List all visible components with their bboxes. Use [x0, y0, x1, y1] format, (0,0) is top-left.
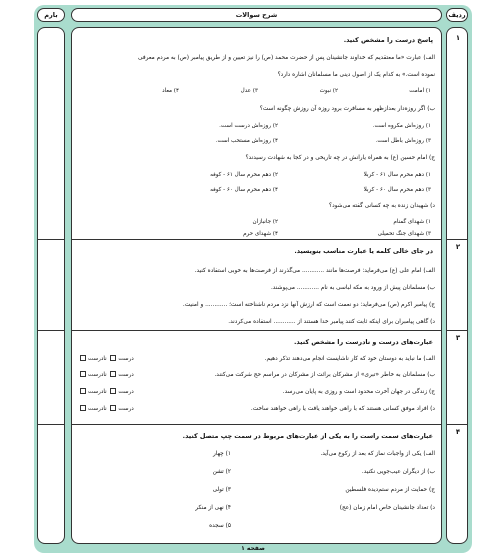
q1-a-opt2: ۲) نبوت [319, 88, 338, 94]
q1-b-opt3: ۳) روزه‌اش باطل است. [375, 138, 431, 144]
q4-left-2: ۲) تشن [212, 469, 231, 475]
header-barem: بارم [37, 8, 65, 22]
false-checkbox[interactable] [80, 388, 86, 394]
q4-number: ۴ [455, 428, 461, 436]
false-label: نادرست [88, 406, 107, 412]
q4-left-4: ۴) نهی از منکر [195, 505, 231, 511]
q3-choice-a [78, 355, 134, 363]
q1-title: پاسخ درست را مشخص کنید. [343, 36, 433, 44]
q1-c-opt1: ۱) دهم محرم سال ۶۱ - کربلا [363, 172, 431, 178]
q2-number: ۲ [455, 243, 461, 251]
false-checkbox[interactable] [80, 355, 86, 361]
q4-left-3: ۳) تولی [212, 487, 231, 493]
q4-right-c: ج) حمایت از مردم ستم‌دیده فلسطین [345, 487, 435, 493]
false-label: نادرست [88, 372, 107, 378]
q3-item-a: الف) ما نباید به دوستان خود که کار ناشایست انجام می‌دهند تذکر دهیم. [264, 356, 435, 362]
q4-title: عبارت‌های سمت راست را به یکی از عبارت‌های مربوط در سمت چپ متصل کنید. [182, 432, 433, 440]
q1-c-opt4: ۴) دهم محرم سال ۶۰ - کوفه [210, 187, 278, 193]
true-label: درست [118, 356, 134, 362]
q4-right-b: ب) از دیگران عیب‌جویی نکنید. [361, 469, 435, 475]
true-label: درست [118, 389, 134, 395]
true-label: درست [118, 406, 134, 412]
true-checkbox[interactable] [110, 355, 116, 361]
true-checkbox[interactable] [110, 405, 116, 411]
q2-line-c: ج) پیامبر اکرم (ص) می‌فرماید: دو نعمت است که ارزش آنها نزد مردم ناشناخته است؛ ............ و امنیت. [182, 302, 435, 308]
exam-page [34, 5, 472, 553]
false-label: نادرست [88, 356, 107, 362]
q1-b-opt4: ۴) روزه‌اش مستحب است. [215, 138, 278, 144]
q1-b-opt1: ۱) روزه‌اش مکروه است. [372, 123, 431, 129]
q3-title: عبارت‌های درست و نادرست را مشخص کنید. [293, 338, 433, 346]
q1-a-line1: الف) عبارت «ما معتقدیم که خداوند جانشینان پس از حضرت محمد (ص) را نیز تعیین و از طریق پیامبر (ص) به مردم معرفی [138, 55, 435, 61]
questions-content [71, 27, 442, 544]
q2-title: در جای خالی کلمه یا عبارت مناسب بنویسید. [294, 247, 433, 255]
q1-d-question: د) شهیدان زنده به چه کسانی گفته می‌شود؟ [329, 203, 435, 209]
q1-b-question: ب) اگر روزه‌دار بعدازظهر به مسافرت برود روزه آن روزش چگونه است؟ [259, 106, 435, 112]
q3-item-d: د) افراد موفق کسانی هستند که با راهی خواهند یافت یا راهی خواهند ساخت. [250, 406, 435, 412]
page-footer: صفحه ۱ [241, 545, 265, 552]
q1-c-opt2: ۲) دهم محرم سال ۶۱ - کوفه [210, 172, 278, 178]
q1-c-question: ج) امام حسین (ع) به همراه یارانش در چه تاریخی و در کجا به شهادت رسیدند؟ [245, 155, 435, 161]
q1-number: ۱ [455, 34, 461, 42]
false-checkbox[interactable] [80, 371, 86, 377]
q1-c-opt3: ۳) دهم محرم سال ۶۰ - کربلا [363, 187, 431, 193]
q1-a-opt3: ۳) عدل [240, 88, 258, 94]
q4-right-d: د) تعداد جانشینان خاص امام زمان (عج) [339, 505, 435, 511]
q1-a-opt4: ۴) معاد [162, 88, 179, 94]
q2-line-d: د) گاهی پیامبران برای اینکه ثابت کنند پیامبر خدا هستند از ............ استفاده می‌کردند. [228, 319, 435, 325]
q2-line-a: الف) امام علی (ع) می‌فرماید: فرصت‌ها مانند ............ می‌گذرند از فرصت‌ها به خوبی استفاده کنید. [194, 268, 435, 274]
false-checkbox[interactable] [80, 405, 86, 411]
score-column [37, 27, 65, 544]
q1-d-opt1: ۱) شهدای گمنام [393, 219, 431, 225]
question-number-column [446, 27, 468, 544]
q3-item-c: ج) زندگی در جهان آخرت محدود است و روزی به پایان می‌رسد. [282, 389, 435, 395]
q3-item-b: ب) مسلمانان به خاطر «تبری» از مشرکان برائت از مشرکان در مراسم حج شرکت می‌کنند. [214, 372, 435, 378]
q2-line-b: ب) مسلمانان پیش از ورود به مکه لباسی به نام ............ می‌پوشند. [270, 285, 435, 291]
q1-b-opt2: ۲) روزه‌اش درست است. [219, 123, 278, 129]
q3-number: ۳ [455, 334, 461, 342]
true-checkbox[interactable] [110, 388, 116, 394]
q4-left-1: ۱) چهار [212, 451, 231, 457]
q3-choice-b [78, 371, 134, 379]
q3-choice-c [78, 388, 134, 396]
q1-d-opt4: ۴) شهدای حرم [243, 231, 278, 237]
header-radif: ردیف [446, 8, 468, 22]
false-label: نادرست [88, 389, 107, 395]
q1-d-opt2: ۲) جانبازان [252, 219, 278, 225]
true-checkbox[interactable] [110, 371, 116, 377]
q1-d-opt3: ۳) شهدای جنگ تحمیلی [377, 231, 431, 237]
q1-a-line2: نموده است.» به کدام یک از اصول دینی ما مسلمانان اشاره دارد؟ [277, 72, 435, 78]
true-label: درست [118, 372, 134, 378]
q1-a-opt1: ۱) امامت [409, 88, 431, 94]
q4-right-a: الف) یکی از واجبات نماز که بعد از رکوع می‌آید. [320, 451, 435, 457]
q3-choice-d [78, 405, 134, 413]
q4-left-5: ۵) سجده [209, 523, 231, 529]
header-title: شرح سوالات [71, 8, 442, 22]
